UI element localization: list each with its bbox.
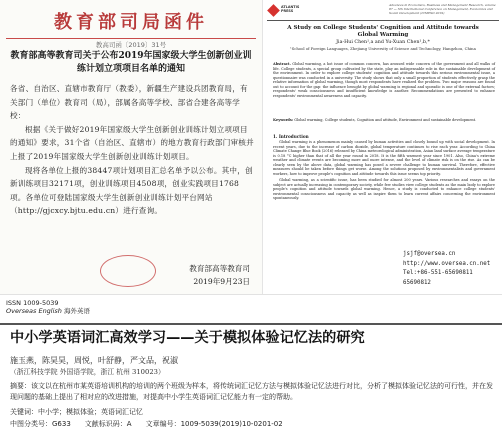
notice-paragraph: 现将各单位上报的38447项计划项目汇总名单予以公布。其中，创新训练项目32171项，创业训练项目4508项，创业实践项目1768项。各单位可登陆国家级大学生创新创业训练计划平台网站（http://gjcxcy.bjtu.edu.cn）进行查询。 <box>10 165 253 216</box>
abstract-label: Abstract. <box>273 62 291 66</box>
header-rule <box>267 20 499 21</box>
section-heading: 1. Introduction <box>273 134 309 139</box>
paper-affiliation: ¹School of Foreign Languages, Zhejiang University of Science and Technology, Hangzhou, China <box>290 46 476 51</box>
article-abstract <box>10 381 496 402</box>
notice-title: 教育部高等教育司关于公布2019年国家级大学生创新创业训练计划立项项目名单的通知 <box>10 51 252 74</box>
article-id: 文章编号：1009-5039(2019)10-0201-02 <box>145 420 283 428</box>
notice-date: 2019年9月23日 <box>193 277 250 286</box>
header-rule <box>0 323 502 325</box>
abstract-text: 该文以在杭州市某英语培训机构的培训的两个班级为样本，将传统词汇记忆方法与模拟体验记忆法进行对比，分析了模拟体验记忆法的可行性，并在发现问题的基础上提出了相对应的改进措施，对提高中小学生英语词汇记忆能力有一定的帮助。 <box>10 382 493 401</box>
article-metadata <box>10 419 496 429</box>
ministry-notice-document <box>0 0 262 300</box>
signatory: 教育部高等教育司 <box>189 264 250 273</box>
publisher-logo-icon <box>267 4 280 17</box>
intro-paragraph: Global warming is a phenomenon mainly caused by human activities and closely bound up with social development. In recent years, due to the increase of carbon dioxide, global temperature continues to rise each year. According to China Climate Change Blue Book (2016) released by China meteorological administration, Asian land surface average temperature is 0.18 °C higher than that of all the year round in 2018. It is the fifth warmest year since 1901. Also, China's extreme weather and climate events are becoming more and more intense, and the level of climate risk is on the rise. As can be clearly seen by the above data, global warming has posed a severe challenge to human survival. Therefore, effective measures should be taken before things get worse. Among the solutions proposed by environmentalists and government workers, how to improve people's cognition and attitude towards this issue seems top priority. <box>273 140 495 176</box>
contact-phone: Tel:+86-551-65690811 65690812 <box>403 270 473 286</box>
paper-abstract <box>273 62 495 98</box>
keywords-label: Keywords: <box>273 118 294 122</box>
intro-paragraph: Global warming, as a scientific issue, has been studied for almost 200 years. Various researches and essays on the subject are actually increasing in contemporary society, while few studies view college students as the main body to explore people's cognition and attitude towards global warming. Hence, a study is conducted to enhance college students' environmental consciousness and capacity as well as inspire them to learn current affairs concerning the environment spontaneously. <box>273 178 495 200</box>
keywords-text: 中小学；模拟体验；英语词汇记忆 <box>38 408 143 416</box>
article-affiliation: （浙江科技学院 外国语学院，浙江 杭州 310023） <box>10 368 165 376</box>
publisher-logo-text: ATLANTIS PRESS <box>281 5 300 13</box>
keywords-text: Global warming, College students, Cognition and attitude, Environment and sustainable development. <box>294 118 477 122</box>
contact-website: http://www.oversea.cn.net <box>403 260 491 267</box>
notice-salutation: 各省、自治区、直辖市教育厅（教委），新疆生产建设兵团教育局，有关部门（单位）教育司（局），部属各高等学校、部省合建各高等学校： <box>10 84 248 121</box>
header-divider <box>6 38 256 39</box>
paper-title: A Study on College Students' Cognition and Attitude towards Global Warming <box>287 25 479 38</box>
classification-number: 中图分类号：G633 <box>10 420 71 428</box>
paper-authors: Jia-Hui Chen¹,a and Yu-Xuan Chen¹,b,* <box>336 40 430 45</box>
issn-label: ISSN 1009-5039 <box>6 299 59 307</box>
journal-name-en: Overseas English <box>6 307 62 315</box>
notice-signature <box>90 262 250 288</box>
notice-body <box>10 82 254 218</box>
paper-introduction <box>273 140 495 203</box>
document-code: 文献标识码：A <box>84 420 132 428</box>
abstract-text: Global warming, a hot issue of common concern, has aroused wide concern of the government and all walks of life. College students, a special group cultivated by the state, play an indispensable role in the sustainable development of the environment. In order to explore college students' cognition and attitude towards this serious environmental issue, a questionnaire was conducted in a university. The study shows that only a small proportion of students effectively grasp the relative information of global warming, though most respondents have realized the problem. Two major reasons are found out to account for the gap: the influence brought by global warming is regional and sporadic is one of the external factors; respondents' weak consciousness and insufficient knowledge is another. Recommendations are presented to enhance respondents' environmental awareness and capacity. <box>273 62 495 98</box>
abstract-label: 摘要： <box>10 382 31 390</box>
contact-block <box>403 250 501 288</box>
notice-paragraph: 根据《关于做好2019年国家级大学生创新创业训练计划立项项目的通知》要求，31个省（自治区、直辖市）的地方教育行政部门审核并上报了2019年国家级大学生创新创业训练计划项目。 <box>10 124 254 161</box>
notice-header: 教育部司局函件 <box>54 12 208 33</box>
journal-name <box>6 307 90 315</box>
journal-name-cn: 海外英语 <box>64 307 91 315</box>
keywords-label: 关键词： <box>10 408 38 416</box>
conference-paper-document <box>262 0 502 300</box>
paper-keywords <box>273 118 495 123</box>
contact-email: jsjf@oversea.cn <box>403 251 456 257</box>
series-info: Advances in Economics, Business and Management Research, volume 87 — 5th International Conference on Management, Economics and Social Development (ICMESD 2019) <box>389 3 496 15</box>
journal-article-document <box>0 294 502 434</box>
publisher-logo <box>267 3 299 19</box>
document-number: 教高司函〔2019〕31号 <box>95 41 167 49</box>
article-authors: 施玉燕，陈昊昊，周悦，叶舒静，严文品，祝淑 <box>10 356 178 365</box>
article-title: 中小学英语词汇高效学习——关于模拟体验记忆法的研究 <box>10 330 365 346</box>
article-keywords <box>10 407 496 417</box>
